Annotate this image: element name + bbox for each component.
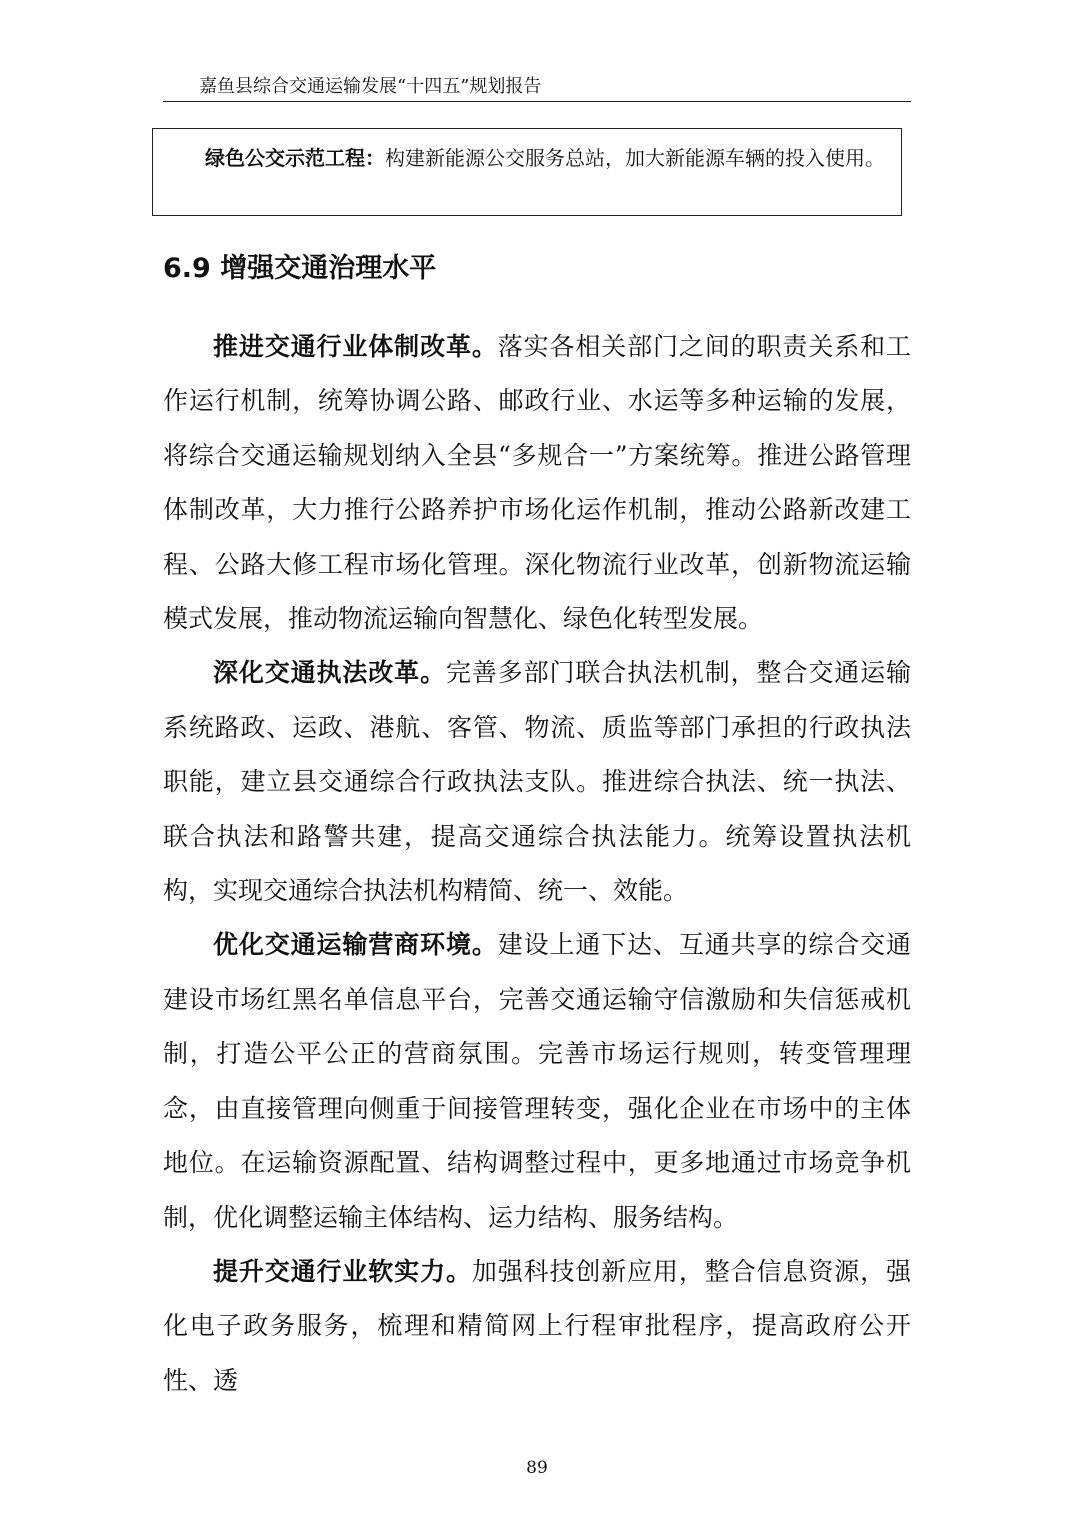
- paragraph-lead: 提升交通行业软实力。: [213, 1256, 472, 1286]
- running-header: [163, 74, 911, 100]
- paragraph-2: [163, 646, 911, 918]
- paragraph-4: [163, 1245, 911, 1408]
- paragraph-text: 建设上通下达、互通共享的综合交通建设市场红黑名单信息平台，完善交通运输守信激励和失信惩戒机制，打造公平公正的营商氛围。完善市场运行规则，转变管理理念，由直接管理向侧重于间接管理转变，强化企业在市场中的主体地位。在运输资源配置、结构调整过程中，更多地通过市场竞争机制，优化调整运输主体结构、运力结构、服务结构。: [163, 930, 911, 1232]
- paragraph-lead: 推进交通行业体制改革。: [213, 332, 498, 361]
- page-number: 89: [526, 1458, 548, 1478]
- paragraph-3: [163, 918, 911, 1244]
- paragraph-text: 加强科技创新应用，整合信息资源，强化电子政务服务，梳理和精简网上行程审批程序，提高政府公开性、透: [163, 1256, 911, 1395]
- callout-box: [152, 128, 902, 216]
- paragraph-text: 完善多部门联合执法机制，整合交通运输系统路政、运政、港航、客管、物流、质监等部门承担的行政执法职能，建立县交通综合行政执法支队。推进综合执法、统一执法、联合执法和路警共建，提高交通综合执法能力。统筹设置执法机构，实现交通综合执法机构精简、统一、效能。: [163, 658, 911, 906]
- paragraph-1: [163, 320, 911, 646]
- header-rule: [163, 101, 911, 102]
- callout-text: 构建新能源公交服务总站，加大新能源车辆的投入使用。: [385, 146, 885, 170]
- callout-lead: 绿色公交示范工程：: [205, 146, 385, 170]
- section-title: 6.9 增强交通治理水平: [163, 253, 437, 284]
- header-title: 嘉鱼县综合交通运输发展“十四五”规划报告: [199, 76, 542, 97]
- paragraph-lead: 深化交通执法改革。: [213, 658, 446, 688]
- paragraph-text: 落实各相关部门之间的职责关系和工作运行机制，统筹协调公路、邮政行业、水运等多种运输的发展，将综合交通运输规划纳入全县“多规合一”方案统筹。推进公路管理体制改革，大力推行公路养护市场化运作机制，推动公路新改建工程、公路大修工程市场化管理。深化物流行业改革，创新物流运输模式发展，推动物流运输向智慧化、绿色化转型发展。: [163, 332, 911, 634]
- body-text: [163, 320, 911, 1408]
- paragraph-lead: 优化交通运输营商环境。: [213, 930, 498, 960]
